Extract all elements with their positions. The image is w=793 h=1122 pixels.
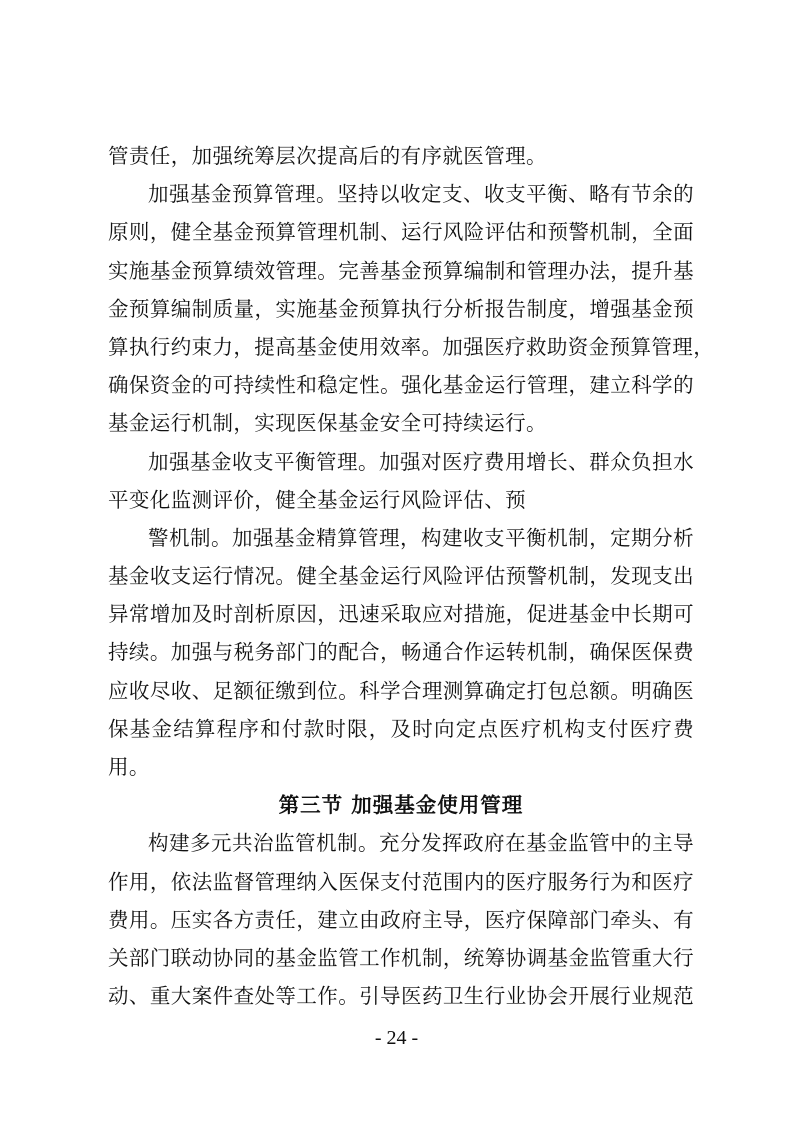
- text-line: 动、重大案件查处等工作。引导医药卫生行业协会开展行业规范: [108, 984, 694, 1009]
- text-line: 异常增加及时剖析原因，迅速采取应对措施，促进基金中长期可: [108, 602, 694, 627]
- text-line: 基金运行机制，实现医保基金安全可持续运行。: [108, 411, 547, 436]
- text-line: 平变化监测评价，健全基金运行风险评估、预: [108, 487, 526, 512]
- text-line: 保基金结算程序和付款时限，及时向定点医疗机构支付医疗费: [108, 716, 694, 741]
- text-line: 确保资金的可持续性和稳定性。强化基金运行管理，建立科学的: [108, 373, 694, 398]
- text-line: 应收尽收、足额征缴到位。科学合理测算确定打包总额。明确医: [108, 678, 694, 703]
- text-line: 金预算编制质量，实施基金预算执行分析报告制度，增强基金预: [108, 296, 694, 321]
- text-line: 关部门联动协同的基金监管工作机制，统筹协调基金监管重大行: [108, 945, 694, 970]
- document-body: [108, 137, 715, 1015]
- text-line: 费用。压实各方责任，建立由政府主导，医疗保障部门牵头、有: [108, 907, 694, 932]
- text-line: 基金收支运行情况。健全基金运行风险评估预警机制，发现支出: [108, 564, 694, 589]
- text-line: 加强基金收支平衡管理。加强对医疗费用增长、群众负担水: [148, 449, 694, 474]
- section-heading: 第三节 加强基金使用管理: [278, 793, 524, 818]
- text-line: 加强基金预算管理。坚持以收定支、收支平衡、略有节余的: [148, 182, 694, 207]
- text-line: 构建多元共治监管机制。充分发挥政府在基金监管中的主导: [148, 831, 694, 856]
- text-line: 用。: [108, 755, 150, 779]
- text-line: 实施基金预算绩效管理。完善基金预算编制和管理办法，提升基: [108, 258, 694, 283]
- text-line: 原则，健全基金预算管理机制、运行风险评估和预警机制，全面: [108, 220, 694, 245]
- text-line: 持续。加强与税务部门的配合，畅通合作运转机制，确保医保费: [108, 640, 694, 665]
- text-line: 警机制。加强基金精算管理，构建收支平衡机制，定期分析: [148, 525, 694, 550]
- text-line: 算执行约束力，提高基金使用效率。加强医疗救助资金预算管理，: [108, 334, 715, 359]
- text-line: 管责任，加强统筹层次提高后的有序就医管理。: [108, 144, 547, 168]
- text-line: 作用，依法监督管理纳入医保支付范围内的医疗服务行为和医疗: [108, 869, 694, 894]
- page-number: - 24 -: [374, 1027, 419, 1049]
